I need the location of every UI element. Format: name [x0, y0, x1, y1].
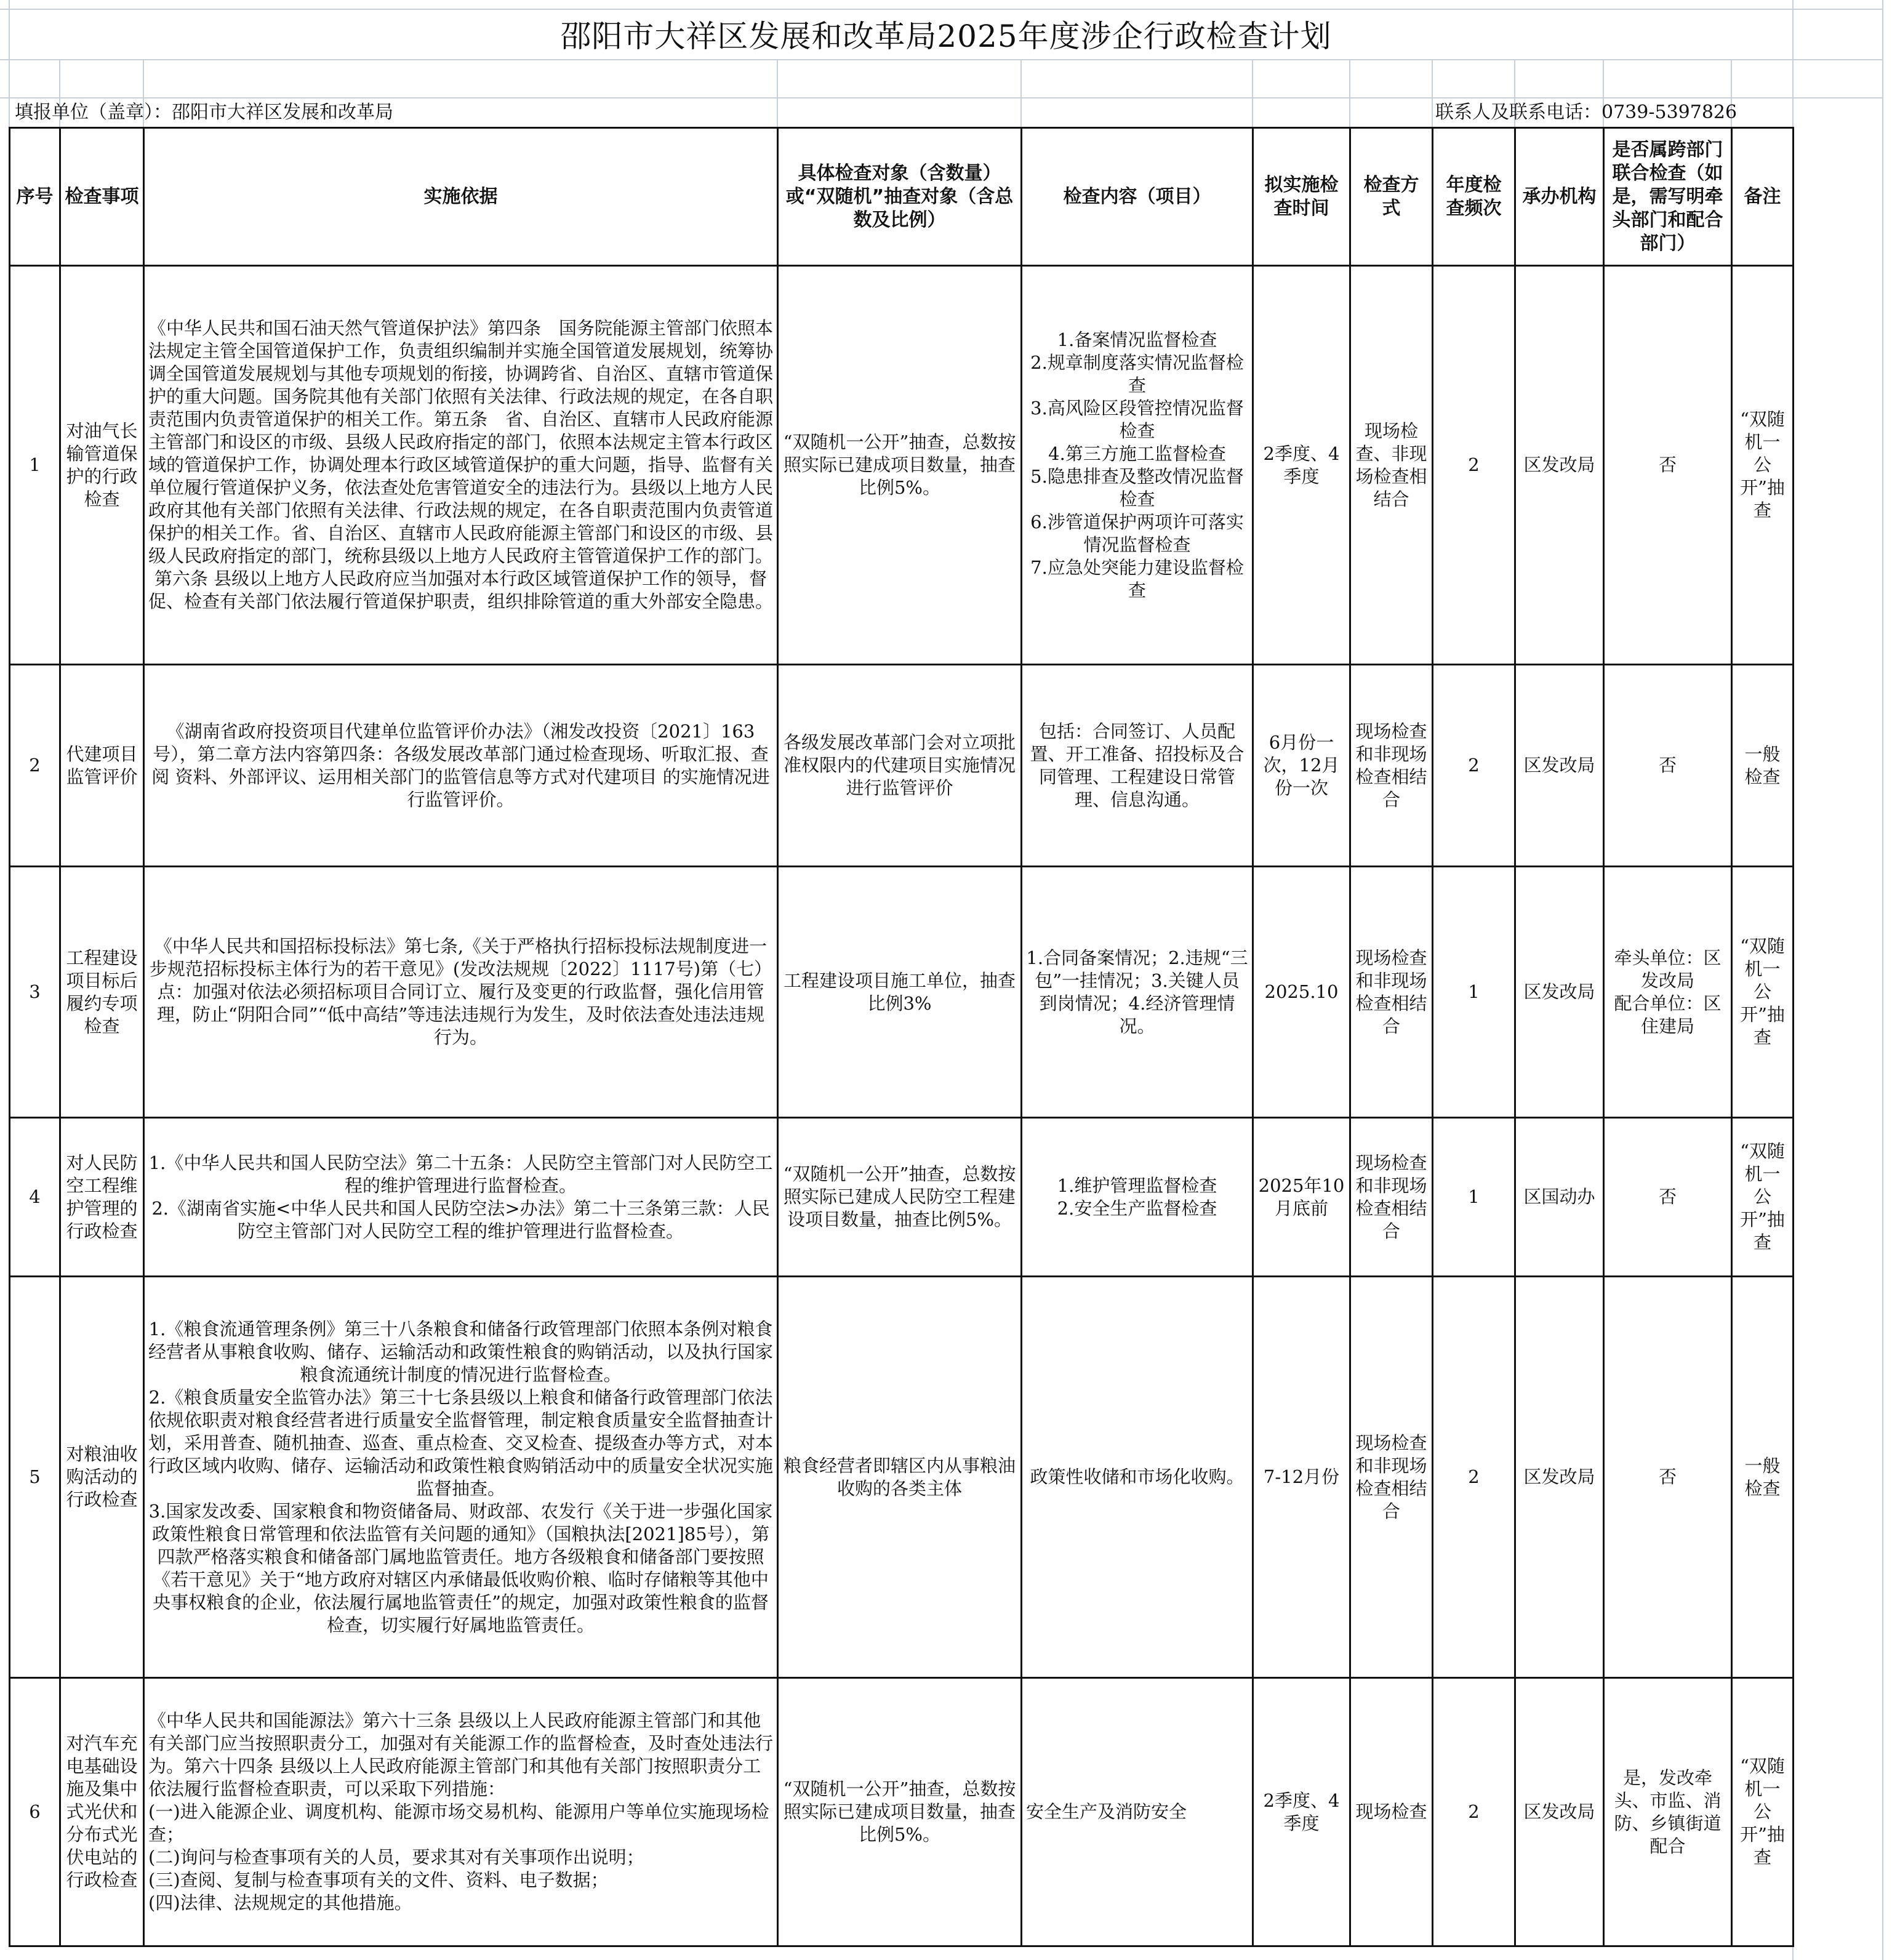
cell-note: “双随机一公开”抽查 [1732, 867, 1794, 1118]
header-seq: 序号 [10, 128, 60, 266]
cell-freq: 2 [1433, 665, 1515, 867]
cell-content: 安全生产及消防安全 [1022, 1678, 1253, 1946]
table-row [10, 665, 1794, 867]
table-row [10, 867, 1794, 1118]
cell-basis: 《中华人民共和国能源法》第六十三条 县级以上人民政府能源主管部门和其他有关部门应当按照职责分工，加强对有关能源工作的监督检查，及时查处违法行为。第六十四条 县级以上人民政府能源主管部门和其他有关部门按照职责分工依法履行监督检查职责，可以采取下列措施： (一)进入能源企业、调度机构、能源市场交易机构、能源用户等单位实施现场检查； (二)询问与检查事项有关的人员，要求其对有关事项作出说明； (三)查阅、复制与检查事项有关的文件、资料、电子数据； (四)法律、法规规定的其他措施。 [144, 1678, 778, 1946]
header-basis: 实施依据 [144, 128, 778, 266]
cell-freq: 2 [1433, 1678, 1515, 1946]
cell-freq: 2 [1433, 1277, 1515, 1678]
cell-cross: 否 [1604, 665, 1732, 867]
fill-unit-label: 填报单位（盖章）：邵阳市大祥区发展和改革局 [15, 102, 393, 123]
cell-basis: 1.《中华人民共和国人民防空法》第二十五条：人民防空主管部门对人民防空工程的维护管理进行监督检查。 2.《湖南省实施<中华人民共和国人民防空法>办法》第二十三条第三款：人民防空主管部门对人民防空工程的维护管理进行监督检查。 [144, 1118, 778, 1277]
cell-org: 区发改局 [1515, 867, 1604, 1118]
cell-method: 现场检查和非现场检查相结合 [1350, 867, 1433, 1118]
cell-basis: 1.《粮食流通管理条例》第三十八条粮食和储备行政管理部门依照本条例对粮食经营者从事粮食收购、储存、运输活动和政策性粮食的购销活动，以及执行国家粮食流通统计制度的情况进行监督检查。 2.《粮食质量安全监管办法》第三十七条县级以上粮食和储备行政管理部门依法依规依职责对粮食经营者进行质量安全监督管理，制定粮食质量安全监督抽查计划，采用普查、随机抽查、巡查、重点检查、交叉检查、提级查办等方式，对本行政区域内收购、储存、运输活动和政策性粮食购销活动中的质量安全状况实施监督抽查。 3.国家发改委、国家粮食和物资储备局、财政部、农发行《关于进一步强化国家政策性粮食日常管理和依法监管有关问题的通知》（国粮执法[2021]85号），第四款严格落实粮食和储备部门属地监管责任。地方各级粮食和储备部门要按照《若干意见》关于“地方政府对辖区内承储最低收购价粮、临时存储粮等其他中央事权粮食的企业，依法履行属地监管责任”的规定，加强对政策性粮食的监督检查，切实履行好属地监管责任。 [144, 1277, 778, 1678]
header-target: 具体检查对象（含数量）或“双随机”抽查对象（含总数及比例） [778, 128, 1022, 266]
header-method: 检查方式 [1350, 128, 1433, 266]
grid-line [1349, 59, 1350, 127]
cell-item: 代建项目监管评价 [60, 665, 144, 867]
cell-item: 工程建设项目标后履约专项检查 [60, 867, 144, 1118]
table-row [10, 1118, 1794, 1277]
header-time: 拟实施检查时间 [1253, 128, 1350, 266]
cell-org: 区发改局 [1515, 665, 1604, 867]
cell-basis: 《湖南省政府投资项目代建单位监管评价办法》（湘发改投资〔2021〕163号），第二章方法内容第四条：各级发展改革部门通过检查现场、听取汇报、查阅 资料、外部评议、运用相关部门的监管信息等方式对代建项目 的实施情况进行监管评价。 [144, 665, 778, 867]
cell-seq: 5 [10, 1277, 60, 1678]
cell-content: 1.备案情况监督检查 2.规章制度落实情况监督检查 3.高风险区段管控情况监督检查 4.第三方施工监督检查 5.隐患排查及整改情况监督检查 6.涉管道保护两项许可落实情况监督检查 7.应急处突能力建设监督检查 [1022, 266, 1253, 665]
cell-content: 1.合同备案情况；2.违规“三包”一挂情况；3.关键人员到岗情况；4.经济管理情况。 [1022, 867, 1253, 1118]
cell-freq: 1 [1433, 1118, 1515, 1277]
cell-target: “双随机一公开”抽查，总数按照实际已建成项目数量，抽查比例5%。 [778, 266, 1022, 665]
cell-time: 7-12月份 [1253, 1277, 1350, 1678]
cell-time: 2025年10月底前 [1253, 1118, 1350, 1277]
cell-org: 区发改局 [1515, 266, 1604, 665]
cell-target: “双随机一公开”抽查，总数按照实际已建成人民防空工程建设项目数量，抽查比例5%。 [778, 1118, 1022, 1277]
grid-line [1020, 59, 1022, 127]
header-cross: 是否属跨部门联合检查（如是，需写明牵头部门和配合部门） [1604, 128, 1732, 266]
cell-org: 区发改局 [1515, 1678, 1604, 1946]
cell-item: 对油气长输管道保护的行政检查 [60, 266, 144, 665]
cell-target: 工程建设项目施工单位，抽查比例3% [778, 867, 1022, 1118]
header-org: 承办机构 [1515, 128, 1604, 266]
cell-note: 一般检查 [1732, 1277, 1794, 1678]
cell-basis: 《中华人民共和国石油天然气管道保护法》第四条 国务院能源主管部门依照本法规定主管全国管道保护工作，负责组织编制并实施全国管道发展规划，统筹协调全国管道发展规划与其他专项规划的衔接，协调跨省、自治区、直辖市管道保护的重大问题。国务院其他有关部门依照有关法律、行政法规的规定，在各自职责范围内负责管道保护的相关工作。第五条 省、自治区、直辖市人民政府能源主管部门和设区的市级、县级人民政府指定的部门，依照本法规定主管本行政区域的管道保护工作，协调处理本行政区域管道保护的重大问题，指导、监督有关单位履行管道保护义务，依法查处危害管道安全的违法行为。县级以上地方人民政府其他有关部门依照有关法律、行政法规的规定，在各自职责范围内负责管道保护的相关工作。省、自治区、直辖市人民政府能源主管部门和设区的市级、县级人民政府指定的部门，统称县级以上地方人民政府主管管道保护工作的部门。第六条 县级以上地方人民政府应当加强对本行政区域管道保护工作的领导，督促、检查有关部门依法履行管道保护职责，组织排除管道的重大外部安全隐患。 [144, 266, 778, 665]
table-row [10, 1277, 1794, 1678]
cell-method: 现场检查和非现场检查相结合 [1350, 1277, 1433, 1678]
cell-method: 现场检查 [1350, 1678, 1433, 1946]
grid-line [777, 59, 778, 127]
contact-label: 联系人及联系电话：0739-5397826 [1435, 102, 1738, 123]
page-title: 邵阳市大祥区发展和改革局2025年度涉企行政检查计划 [560, 18, 1332, 54]
cell-cross: 是，发改牵头、市监、消防、乡镇街道配合 [1604, 1678, 1732, 1946]
cell-method: 现场检查和非现场检查相结合 [1350, 1118, 1433, 1277]
cell-seq: 6 [10, 1678, 60, 1946]
cell-org: 区国动办 [1515, 1118, 1604, 1277]
table-row [10, 266, 1794, 665]
cell-item: 对粮油收购活动的行政检查 [60, 1277, 144, 1678]
cell-method: 现场检查和非现场检查相结合 [1350, 665, 1433, 867]
cell-cross: 否 [1604, 1118, 1732, 1277]
cell-freq: 1 [1433, 867, 1515, 1118]
cell-item: 对汽车充电基础设施及集中式光伏和分布式光伏电站的行政检查 [60, 1678, 144, 1946]
cell-note: “双随机一公开”抽查 [1732, 1118, 1794, 1277]
header-freq: 年度检查频次 [1433, 128, 1515, 266]
cell-content: 政策性收储和市场化收购。 [1022, 1277, 1253, 1678]
cell-time: 2025.10 [1253, 867, 1350, 1118]
cell-target: 粮食经营者即辖区内从事粮油收购的各类主体 [778, 1277, 1022, 1678]
cell-cross: 否 [1604, 266, 1732, 665]
table-header-row [10, 128, 1794, 266]
cell-seq: 2 [10, 665, 60, 867]
cell-note: “双随机一公开”抽查 [1732, 1678, 1794, 1946]
cell-note: 一般检查 [1732, 665, 1794, 867]
cell-content: 1.维护管理监督检查 2.安全生产监督检查 [1022, 1118, 1253, 1277]
cell-time: 2季度、4季度 [1253, 266, 1350, 665]
cell-method: 现场检查、非现场检查相结合 [1350, 266, 1433, 665]
cell-time: 2季度、4季度 [1253, 1678, 1350, 1946]
cell-seq: 3 [10, 867, 60, 1118]
cell-time: 6月份一次，12月份一次 [1253, 665, 1350, 867]
header-note: 备注 [1732, 128, 1794, 266]
cell-cross: 否 [1604, 1277, 1732, 1678]
cell-seq: 4 [10, 1118, 60, 1277]
cell-target: 各级发展改革部门会对立项批准权限内的代建项目实施情况进行监管评价 [778, 665, 1022, 867]
table-row [10, 1678, 1794, 1946]
grid-line [1252, 59, 1253, 127]
cell-freq: 2 [1433, 266, 1515, 665]
grid-line [0, 9, 1883, 10]
cell-cross: 牵头单位：区发改局 配合单位：区住建局 [1604, 867, 1732, 1118]
grid-line [1432, 59, 1433, 127]
cell-target: “双随机一公开”抽查，总数按照实际已建成项目数量，抽查比例5%。 [778, 1678, 1022, 1946]
cell-basis: 《中华人民共和国招标投标法》第七条,《关于严格执行招标投标法规制度进一步规范招标投标主体行为的若干意见》(发改法规规〔2022〕1117号)第（七）点：加强对依法必须招标项目合同订立、履行及变更的行政监督，强化信用管理，防止“阴阳合同”“低中高结”等违法违规行为发生，及时依法查处违法违规行为。 [144, 867, 778, 1118]
header-content: 检查内容（项目） [1022, 128, 1253, 266]
cell-org: 区发改局 [1515, 1277, 1604, 1678]
cell-seq: 1 [10, 266, 60, 665]
grid-line [1882, 0, 1883, 1960]
header-item: 检查事项 [60, 128, 144, 266]
cell-content: 包括：合同签订、人员配置、开工准备、招投标及合同管理、工程建设日常管理、信息沟通。 [1022, 665, 1253, 867]
cell-note: “双随机一公开”抽查 [1732, 266, 1794, 665]
cell-item: 对人民防空工程维护管理的行政检查 [60, 1118, 144, 1277]
inspection-plan-table [9, 127, 1794, 1947]
